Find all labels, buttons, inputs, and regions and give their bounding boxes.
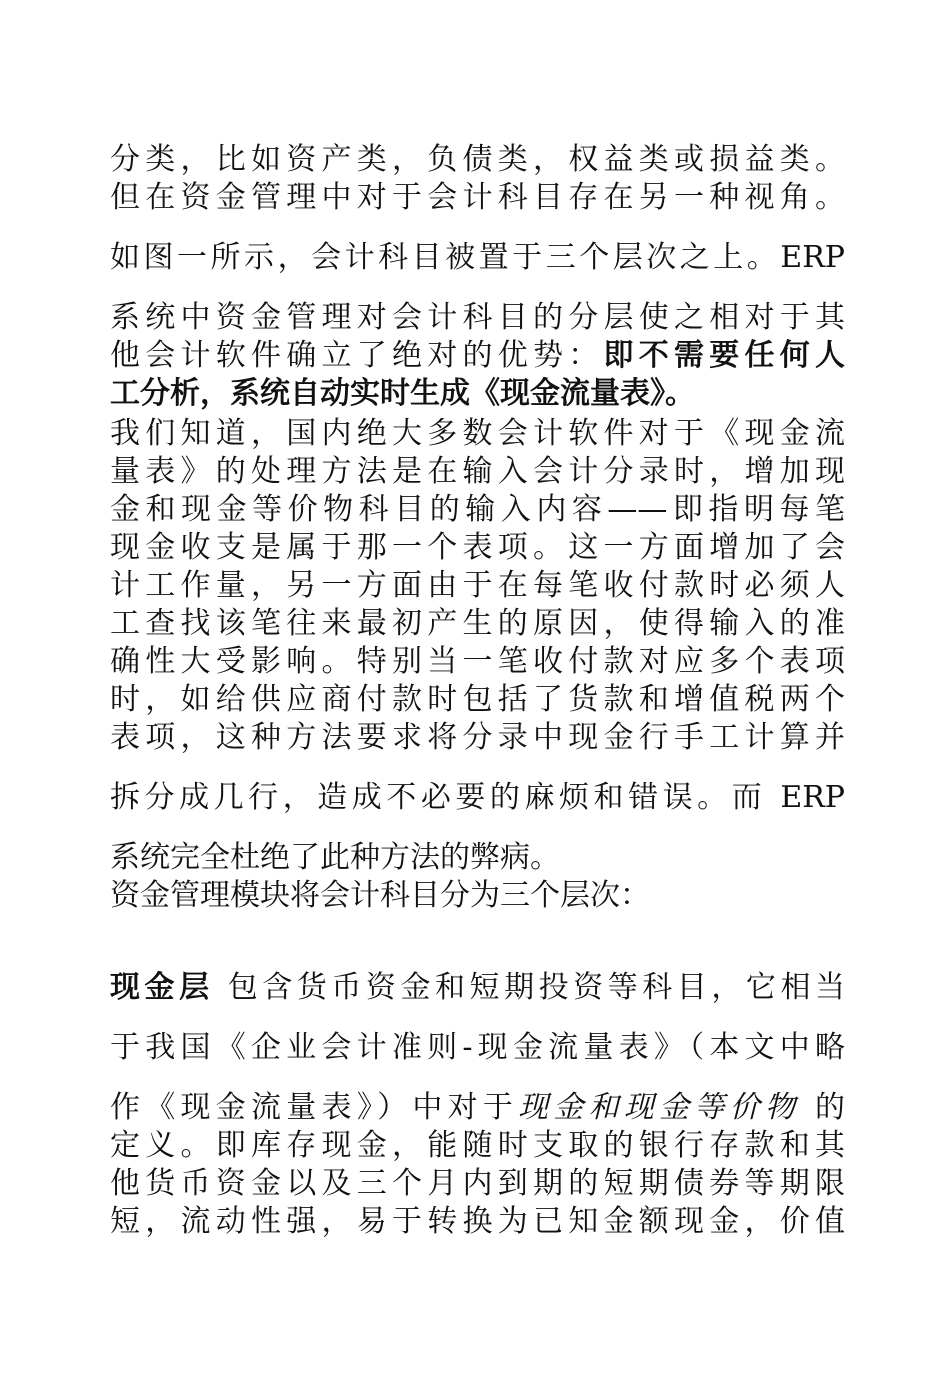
paragraph-line: 定义。即库存现金，能随时支取的银行存款和其 <box>110 1128 845 1163</box>
paragraph-line: 分类，比如资产类，负债类，权益类或损益类。 <box>110 142 845 177</box>
paragraph-line: 确性大受影响。特别当一笔收付款对应多个表项 <box>110 644 845 679</box>
paragraph-line-mixed <box>110 968 845 1008</box>
paragraph-line: 系统完全杜绝了此种方法的弊病。 <box>110 840 560 875</box>
paragraph-line: 表项，这种方法要求将分录中现金行手工计算并 <box>110 720 845 755</box>
paragraph-line: 时，如给供应商付款时包括了货款和增值税两个 <box>110 682 845 717</box>
paragraph-line: 系统中资金管理对会计科目的分层使之相对于其 <box>110 300 845 335</box>
plain-text: 他会计软件确立了绝对的优势： <box>110 338 604 373</box>
paragraph-line: 资金管理模块将会计科目分为三个层次： <box>110 878 650 913</box>
term-heading-cash-layer: 现金层 <box>110 970 214 1005</box>
paragraph-line: 于我国《企业会计准则-现金流量表》（本文中略 <box>110 1030 845 1065</box>
plain-text: 的 <box>800 1090 845 1125</box>
paragraph-line: 现金收支是属于那一个表项。这一方面增加了会 <box>110 530 845 565</box>
paragraph-line-mixed <box>110 336 845 376</box>
paragraph-line: 短，流动性强，易于转换为已知金额现金，价值 <box>110 1204 845 1239</box>
paragraph-line: 我们知道，国内绝大多数会计软件对于《现金流 <box>110 416 845 451</box>
paragraph-line: 计工作量，另一方面由于在每笔收付款时必须人 <box>110 568 845 603</box>
bold-emphasis: 即不需要任何人 <box>603 338 845 373</box>
bold-emphasis-line: 工分析，系统自动实时生成《现金流量表》。 <box>110 376 695 411</box>
paragraph-line: 量表》的处理方法是在输入会计分录时，增加现 <box>110 454 845 489</box>
paragraph-line: 但在资金管理中对于会计科目存在另一种视角。 <box>110 180 845 215</box>
paragraph-line: 如图一所示，会计科目被置于三个层次之上。ERP <box>110 240 845 275</box>
paragraph-line: 他货币资金以及三个月内到期的短期债券等期限 <box>110 1166 845 1201</box>
paragraph-line: 金和现金等价物科目的输入内容——即指明每笔 <box>110 492 845 527</box>
plain-text: 作《现金流量表》）中对于 <box>110 1090 519 1125</box>
paragraph-line: 拆分成几行，造成不必要的麻烦和错误。而 ERP <box>110 780 845 815</box>
italic-term: 现金和现金等价物 <box>518 1090 801 1125</box>
paragraph-line: 工查找该笔往来最初产生的原因，使得输入的准 <box>110 606 845 641</box>
plain-text: 包含货币资金和短期投资等科目，它相当 <box>213 970 845 1005</box>
paragraph-line-mixed <box>110 1088 845 1128</box>
